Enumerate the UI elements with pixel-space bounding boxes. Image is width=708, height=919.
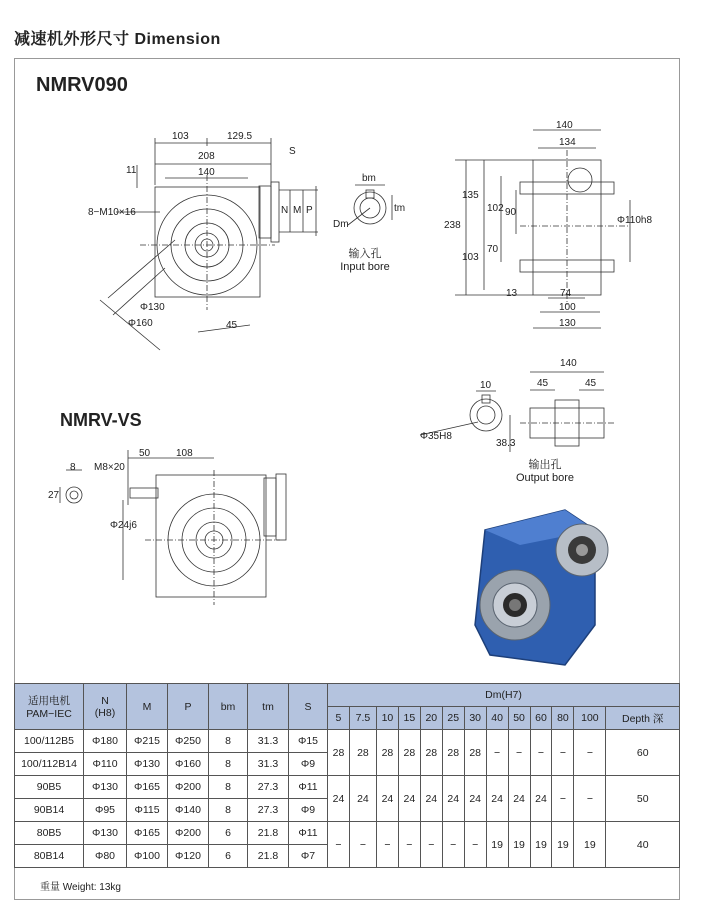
ratio-10: 10 bbox=[376, 707, 398, 730]
cell-tm: 21.8 bbox=[248, 845, 289, 868]
input-bore-caption-cn: 输入孔 bbox=[348, 248, 382, 260]
col-dm: Dm(H7) bbox=[328, 684, 680, 707]
cell-dm-25: 28 bbox=[442, 730, 464, 776]
cell-dm-60: − bbox=[530, 730, 552, 776]
input-bore-caption-en: Input bore bbox=[340, 261, 390, 273]
cell-n: Φ95 bbox=[84, 799, 127, 822]
vs-dim-m8: M8×20 bbox=[94, 462, 125, 473]
cell-dm-7.5: − bbox=[349, 822, 376, 868]
cell-bm: 8 bbox=[209, 799, 248, 822]
cell-dm-80: − bbox=[552, 730, 574, 776]
col-bm: bm bbox=[209, 684, 248, 730]
ratio-60: 60 bbox=[530, 707, 552, 730]
table-row bbox=[15, 776, 680, 799]
col-n: N (H8) bbox=[84, 684, 127, 730]
cell-dm-5: 24 bbox=[328, 776, 350, 822]
dim-208: 208 bbox=[198, 151, 215, 162]
dim-11: 11 bbox=[126, 165, 137, 176]
cell-p: Φ200 bbox=[168, 776, 209, 799]
col-p: P bbox=[168, 684, 209, 730]
cell-dm-10: − bbox=[376, 822, 398, 868]
out-dim-45b: 45 bbox=[585, 378, 597, 389]
input-bm: bm bbox=[362, 173, 376, 184]
cell-dm-15: − bbox=[398, 822, 420, 868]
ratio-40: 40 bbox=[486, 707, 508, 730]
cell-dm-80: 19 bbox=[552, 822, 574, 868]
cell-dm-100: − bbox=[574, 776, 606, 822]
input-bore-caption bbox=[335, 248, 395, 274]
col-m: M bbox=[127, 684, 168, 730]
cell-dm-7.5: 28 bbox=[349, 730, 376, 776]
cell-dm-50: 24 bbox=[508, 776, 530, 822]
cell-motor: 90B5 bbox=[15, 776, 84, 799]
ratio-25: 25 bbox=[442, 707, 464, 730]
vs-dim-phi24: Φ24j6 bbox=[110, 520, 137, 531]
cell-s: Φ7 bbox=[289, 845, 328, 868]
ratio-5: 5 bbox=[328, 707, 350, 730]
side-dim-238: 238 bbox=[444, 220, 461, 231]
page-title: 减速机外形尺寸 Dimension bbox=[14, 31, 221, 48]
cell-bm: 8 bbox=[209, 776, 248, 799]
cell-bm: 6 bbox=[209, 822, 248, 845]
cell-motor: 90B14 bbox=[15, 799, 84, 822]
ratio-7.5: 7.5 bbox=[349, 707, 376, 730]
vs-dim-50: 50 bbox=[139, 448, 151, 459]
cell-m: Φ215 bbox=[127, 730, 168, 753]
ratio-100: 100 bbox=[574, 707, 606, 730]
cell-dm-5: − bbox=[328, 822, 350, 868]
cell-tm: 31.3 bbox=[248, 730, 289, 753]
model-title-nmrv090: NMRV090 bbox=[36, 74, 128, 96]
side-dim-70: 70 bbox=[487, 244, 499, 255]
depth-header: Depth 深 bbox=[606, 707, 680, 730]
cell-tm: 31.3 bbox=[248, 753, 289, 776]
side-dim-phi110: Φ110h8 bbox=[617, 215, 653, 226]
dim-m: M bbox=[293, 205, 302, 216]
dim-p: P bbox=[306, 205, 313, 216]
ratio-50: 50 bbox=[508, 707, 530, 730]
cell-n: Φ80 bbox=[84, 845, 127, 868]
dim-phi160: Φ160 bbox=[128, 318, 153, 329]
side-dim-130: 130 bbox=[559, 318, 576, 329]
cell-n: Φ180 bbox=[84, 730, 127, 753]
vs-dim-108: 108 bbox=[176, 448, 193, 459]
ratio-80: 80 bbox=[552, 707, 574, 730]
gearbox-product-image bbox=[470, 505, 610, 670]
cell-bm: 8 bbox=[209, 753, 248, 776]
cell-dm-10: 24 bbox=[376, 776, 398, 822]
cell-dm-15: 28 bbox=[398, 730, 420, 776]
dim-bolt: 8−M10×16 bbox=[88, 207, 136, 218]
cell-motor: 80B14 bbox=[15, 845, 84, 868]
cell-dm-15: 24 bbox=[398, 776, 420, 822]
cell-p: Φ250 bbox=[168, 730, 209, 753]
side-dim-13: 13 bbox=[506, 288, 518, 299]
cell-dm-60: 24 bbox=[530, 776, 552, 822]
cell-dm-25: 24 bbox=[442, 776, 464, 822]
cell-dm-50: − bbox=[508, 730, 530, 776]
cell-m: Φ100 bbox=[127, 845, 168, 868]
cell-motor: 80B5 bbox=[15, 822, 84, 845]
cell-depth: 50 bbox=[606, 776, 680, 822]
dim-phi130: Φ130 bbox=[140, 302, 165, 313]
cell-depth: 60 bbox=[606, 730, 680, 776]
input-dm: Dm bbox=[333, 219, 349, 230]
cell-p: Φ200 bbox=[168, 822, 209, 845]
side-view-drawing bbox=[455, 130, 630, 328]
spec-body bbox=[15, 730, 680, 868]
col-motor: 适用电机 PAM−IEC bbox=[15, 684, 84, 730]
side-dim-100: 100 bbox=[559, 302, 576, 313]
side-dim-90: 90 bbox=[505, 207, 517, 218]
out-dim-140: 140 bbox=[560, 358, 577, 369]
side-dim-74: 74 bbox=[560, 288, 572, 299]
cell-dm-50: 19 bbox=[508, 822, 530, 868]
dim-n: N bbox=[281, 205, 289, 216]
col-s: S bbox=[289, 684, 328, 730]
model-title-nmrv-vs: NMRV-VS bbox=[60, 410, 142, 430]
cell-s: Φ9 bbox=[289, 753, 328, 776]
weight-note: 重量 Weight: 13kg bbox=[40, 882, 121, 893]
input-bore-drawing bbox=[348, 185, 392, 225]
ratio-30: 30 bbox=[464, 707, 486, 730]
cell-s: Φ15 bbox=[289, 730, 328, 753]
side-dim-135: 135 bbox=[462, 190, 479, 201]
cell-dm-20: 28 bbox=[420, 730, 442, 776]
output-bore-caption-en: Output bore bbox=[515, 472, 575, 484]
cell-dm-7.5: 24 bbox=[349, 776, 376, 822]
side-dim-140: 140 bbox=[556, 120, 573, 131]
out-dim-45a: 45 bbox=[537, 378, 549, 389]
cell-bm: 6 bbox=[209, 845, 248, 868]
cell-s: Φ11 bbox=[289, 822, 328, 845]
vs-dim-8: 8 bbox=[70, 462, 76, 473]
cell-m: Φ130 bbox=[127, 753, 168, 776]
side-dim-102: 102 bbox=[487, 203, 504, 214]
vs-dim-27: 27 bbox=[48, 490, 60, 501]
dim-140: 140 bbox=[198, 167, 215, 178]
input-tm: tm bbox=[394, 203, 406, 214]
cell-m: Φ165 bbox=[127, 776, 168, 799]
col-tm: tm bbox=[248, 684, 289, 730]
cell-p: Φ140 bbox=[168, 799, 209, 822]
cell-dm-40: 24 bbox=[486, 776, 508, 822]
cell-m: Φ115 bbox=[127, 799, 168, 822]
out-dim-38-3: 38.3 bbox=[496, 438, 516, 449]
side-dim-134: 134 bbox=[559, 137, 576, 148]
cell-dm-20: 24 bbox=[420, 776, 442, 822]
cell-dm-40: − bbox=[486, 730, 508, 776]
dim-s: S bbox=[289, 146, 296, 157]
cell-dm-100: − bbox=[574, 730, 606, 776]
cell-tm: 27.3 bbox=[248, 799, 289, 822]
cell-tm: 27.3 bbox=[248, 776, 289, 799]
dim-103: 103 bbox=[172, 131, 189, 142]
output-bore-caption bbox=[505, 459, 585, 485]
cell-dm-5: 28 bbox=[328, 730, 350, 776]
ratio-20: 20 bbox=[420, 707, 442, 730]
cell-s: Φ9 bbox=[289, 799, 328, 822]
cell-dm-100: 19 bbox=[574, 822, 606, 868]
cell-n: Φ130 bbox=[84, 776, 127, 799]
vs-view-drawing bbox=[60, 450, 286, 605]
cell-dm-30: 24 bbox=[464, 776, 486, 822]
cell-depth: 40 bbox=[606, 822, 680, 868]
cell-dm-10: 28 bbox=[376, 730, 398, 776]
cell-n: Φ110 bbox=[84, 753, 127, 776]
cell-p: Φ160 bbox=[168, 753, 209, 776]
cell-bm: 8 bbox=[209, 730, 248, 753]
cell-s: Φ11 bbox=[289, 776, 328, 799]
cell-motor: 100/112B14 bbox=[15, 753, 84, 776]
cell-dm-40: 19 bbox=[486, 822, 508, 868]
table-row bbox=[15, 730, 680, 753]
dim-129-5: 129.5 bbox=[227, 131, 253, 142]
out-dim-phi35: Φ35H8 bbox=[420, 431, 452, 442]
cell-dm-20: − bbox=[420, 822, 442, 868]
cell-dm-30: 28 bbox=[464, 730, 486, 776]
cell-m: Φ165 bbox=[127, 822, 168, 845]
cell-p: Φ120 bbox=[168, 845, 209, 868]
dim-45: 45 bbox=[226, 320, 238, 331]
output-bore-caption-cn: 输出孔 bbox=[528, 459, 562, 471]
cell-dm-80: − bbox=[552, 776, 574, 822]
cell-tm: 21.8 bbox=[248, 822, 289, 845]
side-dim-103: 103 bbox=[462, 252, 479, 263]
cell-motor: 100/112B5 bbox=[15, 730, 84, 753]
cell-dm-25: − bbox=[442, 822, 464, 868]
cell-n: Φ130 bbox=[84, 822, 127, 845]
spec-table bbox=[14, 683, 680, 868]
ratio-15: 15 bbox=[398, 707, 420, 730]
cell-dm-30: − bbox=[464, 822, 486, 868]
cell-dm-60: 19 bbox=[530, 822, 552, 868]
out-dim-10: 10 bbox=[480, 380, 492, 391]
table-row bbox=[15, 822, 680, 845]
